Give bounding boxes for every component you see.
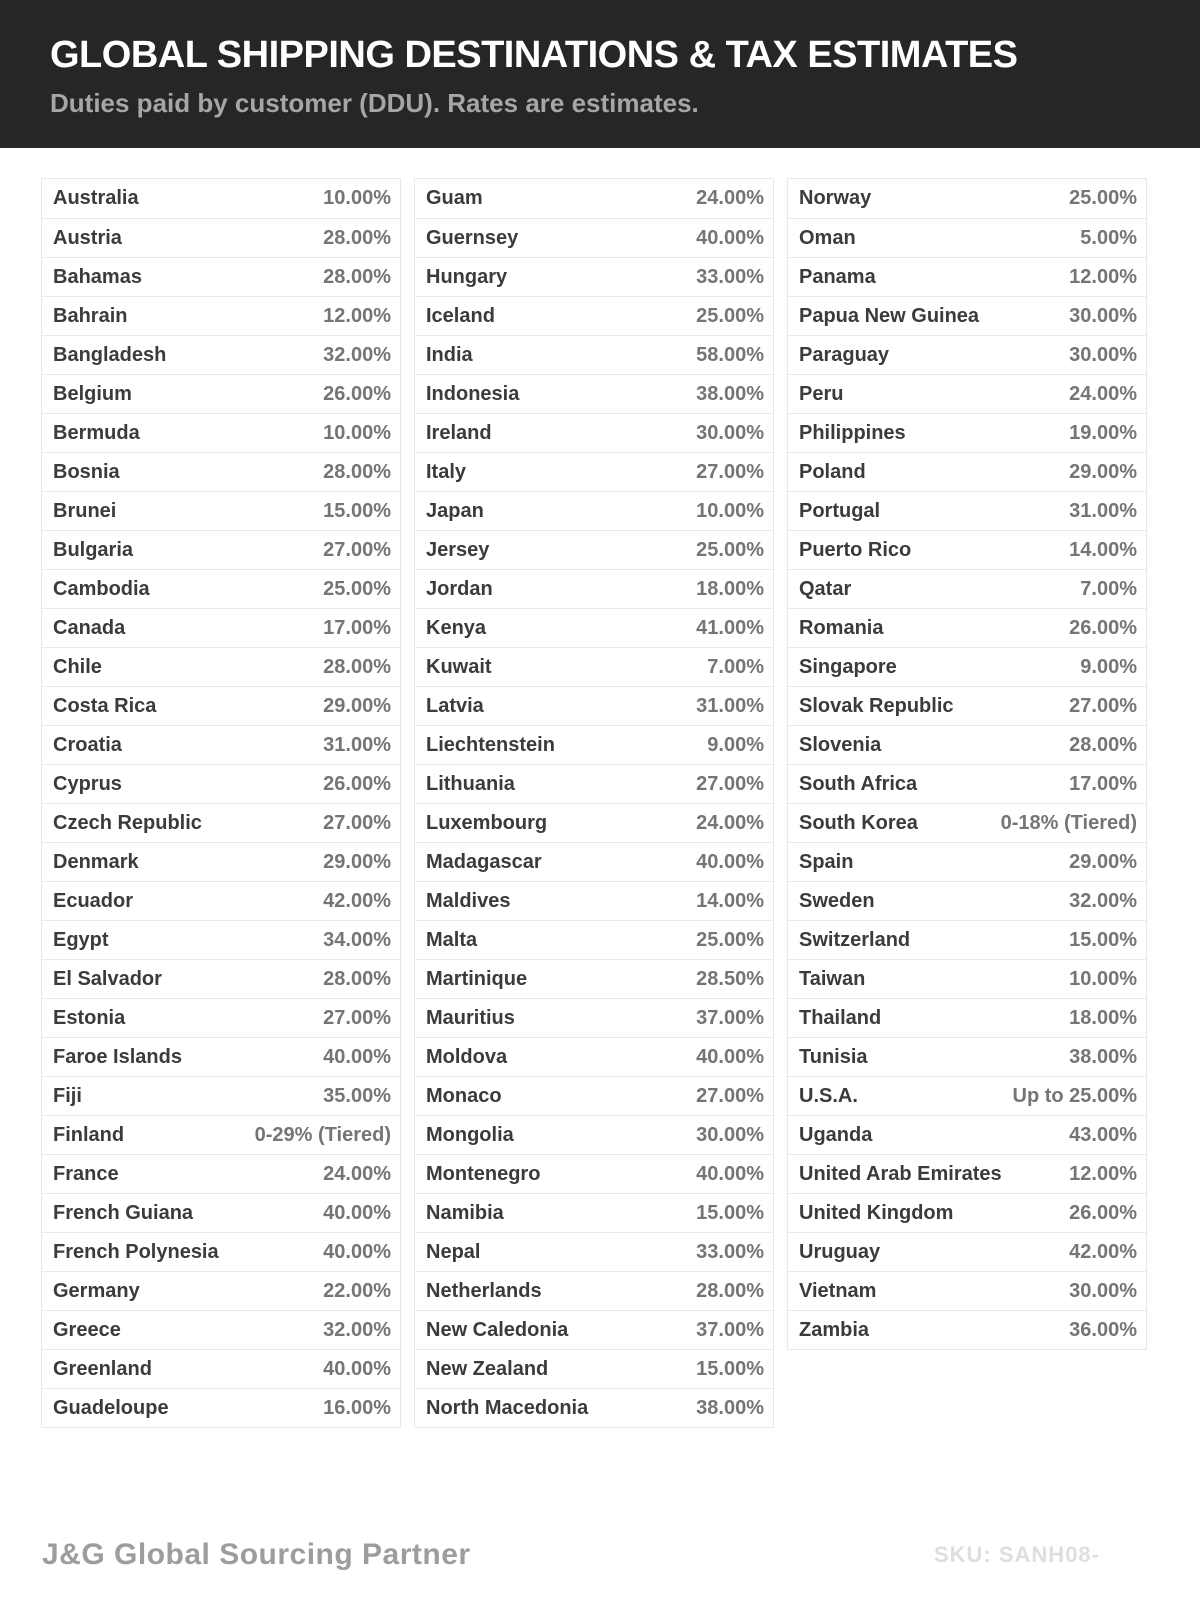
- tax-rate: 58.00%: [696, 343, 764, 366]
- tax-rate: 33.00%: [696, 265, 764, 288]
- tax-rate: 29.00%: [1069, 460, 1137, 483]
- tax-rate: 15.00%: [323, 499, 391, 522]
- tax-rate: 37.00%: [696, 1006, 764, 1029]
- country-name: Jordan: [426, 577, 493, 600]
- table-row: [415, 920, 773, 959]
- tax-rate: 25.00%: [1069, 187, 1137, 209]
- tax-rate: 37.00%: [696, 1318, 764, 1341]
- country-name: Guam: [426, 187, 483, 209]
- tax-rate: 9.00%: [707, 733, 764, 756]
- country-name: Panama: [799, 265, 876, 288]
- table-row: [42, 1076, 400, 1115]
- table-row: [788, 686, 1146, 725]
- table-row: [788, 998, 1146, 1037]
- tax-rate: 14.00%: [696, 889, 764, 912]
- country-name: Vietnam: [799, 1279, 877, 1302]
- country-name: Oman: [799, 226, 856, 249]
- country-name: U.S.A.: [799, 1084, 858, 1107]
- table-row: [415, 1193, 773, 1232]
- table-row: [788, 1193, 1146, 1232]
- tax-rate: 30.00%: [696, 1123, 764, 1146]
- table-row: [788, 1271, 1146, 1310]
- country-name: Netherlands: [426, 1279, 542, 1302]
- rate-table-column-3: [787, 178, 1147, 1350]
- tax-rate: 28.00%: [323, 265, 391, 288]
- table-row: [42, 608, 400, 647]
- country-name: Taiwan: [799, 967, 866, 990]
- tax-rate: 0-18% (Tiered): [1000, 811, 1137, 834]
- table-row: [42, 1115, 400, 1154]
- tax-rate: 36.00%: [1069, 1318, 1137, 1341]
- country-name: Luxembourg: [426, 811, 548, 834]
- country-name: Egypt: [53, 928, 109, 951]
- table-row: [42, 959, 400, 998]
- table-row: [415, 959, 773, 998]
- table-row: [42, 452, 400, 491]
- country-name: Belgium: [53, 382, 132, 405]
- table-row: [42, 1037, 400, 1076]
- country-name: Finland: [53, 1123, 125, 1146]
- country-name: Kuwait: [426, 655, 492, 678]
- tax-rate: 38.00%: [696, 382, 764, 405]
- table-row: [42, 920, 400, 959]
- tax-rate: 28.50%: [696, 967, 764, 990]
- country-name: Sweden: [799, 889, 875, 912]
- table-row: [788, 881, 1146, 920]
- country-name: Tunisia: [799, 1045, 868, 1068]
- tax-rate: 31.00%: [323, 733, 391, 756]
- table-row: [42, 374, 400, 413]
- tax-rate: 26.00%: [1069, 1201, 1137, 1224]
- country-name: Malta: [426, 928, 478, 951]
- rate-tables: [41, 178, 1200, 1428]
- tax-rate: 25.00%: [696, 538, 764, 561]
- table-row: [415, 530, 773, 569]
- country-name: Guernsey: [426, 226, 519, 249]
- tax-rate: 14.00%: [1069, 538, 1137, 561]
- country-name: Fiji: [53, 1084, 82, 1107]
- table-row: [415, 803, 773, 842]
- country-name: Bahrain: [53, 304, 128, 327]
- country-name: North Macedonia: [426, 1396, 589, 1419]
- table-row: [42, 1310, 400, 1349]
- tax-rate: 32.00%: [1069, 889, 1137, 912]
- table-row: [788, 1076, 1146, 1115]
- tax-rate: 40.00%: [323, 1357, 391, 1380]
- tax-rate: 38.00%: [1069, 1045, 1137, 1068]
- table-row: [788, 1154, 1146, 1193]
- country-name: South Korea: [799, 811, 918, 834]
- tax-rate: 42.00%: [1069, 1240, 1137, 1263]
- table-row: [788, 218, 1146, 257]
- tax-rate: 38.00%: [696, 1396, 764, 1419]
- table-row: [42, 1154, 400, 1193]
- table-row: [42, 179, 400, 218]
- tax-rate: 28.00%: [323, 967, 391, 990]
- tax-rate: 34.00%: [323, 928, 391, 951]
- tax-rate: 42.00%: [323, 889, 391, 912]
- tax-rate: 40.00%: [323, 1201, 391, 1224]
- country-name: Mauritius: [426, 1006, 515, 1029]
- tax-rate: 27.00%: [1069, 694, 1137, 717]
- tax-rate: 40.00%: [696, 226, 764, 249]
- table-row: [415, 1154, 773, 1193]
- country-name: Latvia: [426, 694, 484, 717]
- country-name: Switzerland: [799, 928, 911, 951]
- tax-rate: 27.00%: [696, 772, 764, 795]
- country-name: Germany: [53, 1279, 140, 1302]
- country-name: Romania: [799, 616, 884, 639]
- country-name: Lithuania: [426, 772, 515, 795]
- tax-rate: 27.00%: [696, 1084, 764, 1107]
- country-name: New Zealand: [426, 1357, 549, 1380]
- tax-rate: 30.00%: [696, 421, 764, 444]
- country-name: Slovak Republic: [799, 694, 954, 717]
- country-name: Costa Rica: [53, 694, 157, 717]
- tax-rate: 40.00%: [323, 1240, 391, 1263]
- tax-rate: 40.00%: [696, 1162, 764, 1185]
- table-row: [42, 803, 400, 842]
- tax-rate: 28.00%: [323, 226, 391, 249]
- tax-rate: 26.00%: [1069, 616, 1137, 639]
- country-name: Mongolia: [426, 1123, 514, 1146]
- table-row: [788, 608, 1146, 647]
- table-row: [415, 881, 773, 920]
- tax-rate: 32.00%: [323, 1318, 391, 1341]
- country-name: Bosnia: [53, 460, 120, 483]
- country-name: Puerto Rico: [799, 538, 912, 561]
- country-name: Uganda: [799, 1123, 873, 1146]
- country-name: France: [53, 1162, 119, 1185]
- tax-rate: 15.00%: [696, 1201, 764, 1224]
- country-name: United Kingdom: [799, 1201, 954, 1224]
- tax-rate: 26.00%: [323, 772, 391, 795]
- table-row: [415, 452, 773, 491]
- table-row: [788, 1232, 1146, 1271]
- country-name: Liechtenstein: [426, 733, 555, 756]
- country-name: Estonia: [53, 1006, 126, 1029]
- table-row: [42, 1271, 400, 1310]
- country-name: Thailand: [799, 1006, 882, 1029]
- table-row: [415, 764, 773, 803]
- country-name: Uruguay: [799, 1240, 881, 1263]
- table-row: [788, 647, 1146, 686]
- table-row: [788, 803, 1146, 842]
- table-row: [42, 491, 400, 530]
- country-name: Jersey: [426, 538, 490, 561]
- tax-rate: 18.00%: [696, 577, 764, 600]
- country-name: Moldova: [426, 1045, 508, 1068]
- country-name: Brunei: [53, 499, 117, 522]
- tax-rate: 12.00%: [1069, 265, 1137, 288]
- table-row: [42, 218, 400, 257]
- tax-rate: Up to 25.00%: [1012, 1084, 1137, 1107]
- table-row: [42, 998, 400, 1037]
- table-row: [415, 1037, 773, 1076]
- table-row: [788, 764, 1146, 803]
- table-row: [415, 608, 773, 647]
- tax-rate: 30.00%: [1069, 1279, 1137, 1302]
- table-row: [415, 1076, 773, 1115]
- tax-rate: 28.00%: [323, 460, 391, 483]
- country-name: Ireland: [426, 421, 492, 444]
- tax-rate: 26.00%: [323, 382, 391, 405]
- tax-rate: 27.00%: [323, 811, 391, 834]
- country-name: Greece: [53, 1318, 121, 1341]
- tax-rate: 9.00%: [1080, 655, 1137, 678]
- tax-rate: 27.00%: [323, 1006, 391, 1029]
- country-name: New Caledonia: [426, 1318, 569, 1341]
- country-name: Italy: [426, 460, 467, 483]
- tax-rate: 28.00%: [696, 1279, 764, 1302]
- table-row: [415, 1232, 773, 1271]
- table-row: [788, 335, 1146, 374]
- country-name: Bulgaria: [53, 538, 134, 561]
- tax-rate: 25.00%: [696, 304, 764, 327]
- country-name: Maldives: [426, 889, 511, 912]
- country-name: Zambia: [799, 1318, 870, 1341]
- tax-rate: 31.00%: [696, 694, 764, 717]
- table-row: [42, 1232, 400, 1271]
- country-name: Denmark: [53, 850, 139, 873]
- table-row: [788, 374, 1146, 413]
- table-row: [415, 257, 773, 296]
- country-name: Spain: [799, 850, 854, 873]
- table-row: [42, 296, 400, 335]
- country-name: Japan: [426, 499, 484, 522]
- tax-rate: 10.00%: [1069, 967, 1137, 990]
- tax-rate: 30.00%: [1069, 343, 1137, 366]
- table-row: [415, 647, 773, 686]
- country-name: Bahamas: [53, 265, 142, 288]
- table-row: [415, 686, 773, 725]
- country-name: Namibia: [426, 1201, 504, 1224]
- country-name: Austria: [53, 226, 122, 249]
- table-row: [788, 452, 1146, 491]
- country-name: Guadeloupe: [53, 1396, 169, 1419]
- table-row: [788, 413, 1146, 452]
- table-row: [42, 881, 400, 920]
- rate-table-column-2: [414, 178, 774, 1428]
- tax-rate: 24.00%: [696, 811, 764, 834]
- tax-rate: 17.00%: [323, 616, 391, 639]
- tax-rate: 12.00%: [323, 304, 391, 327]
- table-row: [415, 491, 773, 530]
- tax-rate: 22.00%: [323, 1279, 391, 1302]
- country-name: Norway: [799, 187, 872, 209]
- table-row: [415, 1388, 773, 1427]
- table-row: [415, 218, 773, 257]
- tax-rate: 30.00%: [1069, 304, 1137, 327]
- country-name: Iceland: [426, 304, 495, 327]
- tax-rate: 29.00%: [323, 850, 391, 873]
- table-row: [788, 1037, 1146, 1076]
- tax-rate: 28.00%: [1069, 733, 1137, 756]
- country-name: Chile: [53, 655, 102, 678]
- country-name: Australia: [53, 187, 139, 209]
- country-name: Croatia: [53, 733, 122, 756]
- tax-rate: 19.00%: [1069, 421, 1137, 444]
- country-name: Montenegro: [426, 1162, 541, 1185]
- country-name: French Guiana: [53, 1201, 194, 1224]
- table-row: [415, 569, 773, 608]
- tax-rate: 43.00%: [1069, 1123, 1137, 1146]
- tax-rate: 28.00%: [323, 655, 391, 678]
- table-row: [788, 725, 1146, 764]
- table-row: [42, 1349, 400, 1388]
- footer: [42, 1538, 1100, 1572]
- tax-rate: 12.00%: [1069, 1162, 1137, 1185]
- tax-rate: 31.00%: [1069, 499, 1137, 522]
- country-name: Paraguay: [799, 343, 890, 366]
- country-name: Nepal: [426, 1240, 481, 1263]
- table-row: [415, 725, 773, 764]
- table-row: [42, 257, 400, 296]
- country-name: Philippines: [799, 421, 906, 444]
- country-name: Papua New Guinea: [799, 304, 980, 327]
- page-title: GLOBAL SHIPPING DESTINATIONS & TAX ESTIMATES: [50, 34, 1018, 76]
- table-row: [42, 647, 400, 686]
- country-name: Peru: [799, 382, 844, 405]
- tax-rate: 7.00%: [707, 655, 764, 678]
- country-name: Bangladesh: [53, 343, 167, 366]
- table-row: [42, 725, 400, 764]
- table-row: [415, 374, 773, 413]
- tax-rate: 25.00%: [323, 577, 391, 600]
- tax-rate: 27.00%: [696, 460, 764, 483]
- table-row: [42, 764, 400, 803]
- tax-rate: 27.00%: [323, 538, 391, 561]
- country-name: United Arab Emirates: [799, 1162, 1002, 1185]
- table-row: [788, 959, 1146, 998]
- table-row: [788, 296, 1146, 335]
- tax-rate: 10.00%: [323, 187, 391, 209]
- tax-rate: 15.00%: [696, 1357, 764, 1380]
- country-name: Canada: [53, 616, 126, 639]
- country-name: Czech Republic: [53, 811, 202, 834]
- tax-rate: 29.00%: [323, 694, 391, 717]
- table-row: [788, 257, 1146, 296]
- tax-rate: 40.00%: [696, 1045, 764, 1068]
- rate-table-column-1: [41, 178, 401, 1428]
- tax-rate: 24.00%: [696, 187, 764, 209]
- country-name: El Salvador: [53, 967, 162, 990]
- table-row: [42, 569, 400, 608]
- country-name: Poland: [799, 460, 866, 483]
- table-row: [415, 1115, 773, 1154]
- country-name: Portugal: [799, 499, 881, 522]
- tax-rate: 41.00%: [696, 616, 764, 639]
- table-row: [415, 1310, 773, 1349]
- table-row: [42, 686, 400, 725]
- country-name: Cyprus: [53, 772, 122, 795]
- tax-rate: 10.00%: [696, 499, 764, 522]
- tax-rate: 25.00%: [696, 928, 764, 951]
- tax-rate: 32.00%: [323, 343, 391, 366]
- country-name: Singapore: [799, 655, 897, 678]
- tax-rate: 16.00%: [323, 1396, 391, 1419]
- table-row: [788, 1115, 1146, 1154]
- country-name: Qatar: [799, 577, 852, 600]
- tax-rate: 40.00%: [323, 1045, 391, 1068]
- table-row: [415, 179, 773, 218]
- table-row: [42, 413, 400, 452]
- country-name: Madagascar: [426, 850, 542, 873]
- table-row: [415, 1271, 773, 1310]
- table-row: [415, 335, 773, 374]
- country-name: Martinique: [426, 967, 528, 990]
- country-name: Faroe Islands: [53, 1045, 182, 1068]
- country-name: Greenland: [53, 1357, 152, 1380]
- table-row: [788, 920, 1146, 959]
- page-subtitle: Duties paid by customer (DDU). Rates are estimates.: [50, 88, 699, 118]
- tax-rate: 18.00%: [1069, 1006, 1137, 1029]
- table-row: [415, 998, 773, 1037]
- country-name: Hungary: [426, 265, 508, 288]
- table-row: [788, 179, 1146, 218]
- country-name: South Africa: [799, 772, 918, 795]
- table-row: [415, 842, 773, 881]
- country-name: Kenya: [426, 616, 487, 639]
- table-row: [788, 1310, 1146, 1349]
- sku-label: SKU: SANH08-: [933, 1542, 1100, 1567]
- brand-name: J&G Global Sourcing Partner: [42, 1538, 471, 1571]
- tax-rate: 35.00%: [323, 1084, 391, 1107]
- tax-rate: 7.00%: [1080, 577, 1137, 600]
- table-row: [415, 413, 773, 452]
- table-row: [42, 1388, 400, 1427]
- table-row: [42, 1193, 400, 1232]
- country-name: French Polynesia: [53, 1240, 219, 1263]
- table-row: [788, 530, 1146, 569]
- tax-rate: 24.00%: [1069, 382, 1137, 405]
- tax-rate: 10.00%: [323, 421, 391, 444]
- country-name: Indonesia: [426, 382, 520, 405]
- country-name: Slovenia: [799, 733, 882, 756]
- table-row: [42, 842, 400, 881]
- table-row: [42, 335, 400, 374]
- tax-rate: 33.00%: [696, 1240, 764, 1263]
- country-name: Bermuda: [53, 421, 140, 444]
- tax-rate: 17.00%: [1069, 772, 1137, 795]
- tax-rate: 29.00%: [1069, 850, 1137, 873]
- country-name: India: [426, 343, 473, 366]
- country-name: Monaco: [426, 1084, 502, 1107]
- table-row: [788, 569, 1146, 608]
- tax-rate: 15.00%: [1069, 928, 1137, 951]
- tax-rate: 24.00%: [323, 1162, 391, 1185]
- tax-rate: 0-29% (Tiered): [254, 1123, 391, 1146]
- country-name: Ecuador: [53, 889, 134, 912]
- tax-rate: 40.00%: [696, 850, 764, 873]
- table-row: [788, 491, 1146, 530]
- tax-rate: 5.00%: [1080, 226, 1137, 249]
- table-row: [415, 1349, 773, 1388]
- table-row: [42, 530, 400, 569]
- country-name: Cambodia: [53, 577, 150, 600]
- table-row: [788, 842, 1146, 881]
- header-banner: [0, 0, 1200, 148]
- table-row: [415, 296, 773, 335]
